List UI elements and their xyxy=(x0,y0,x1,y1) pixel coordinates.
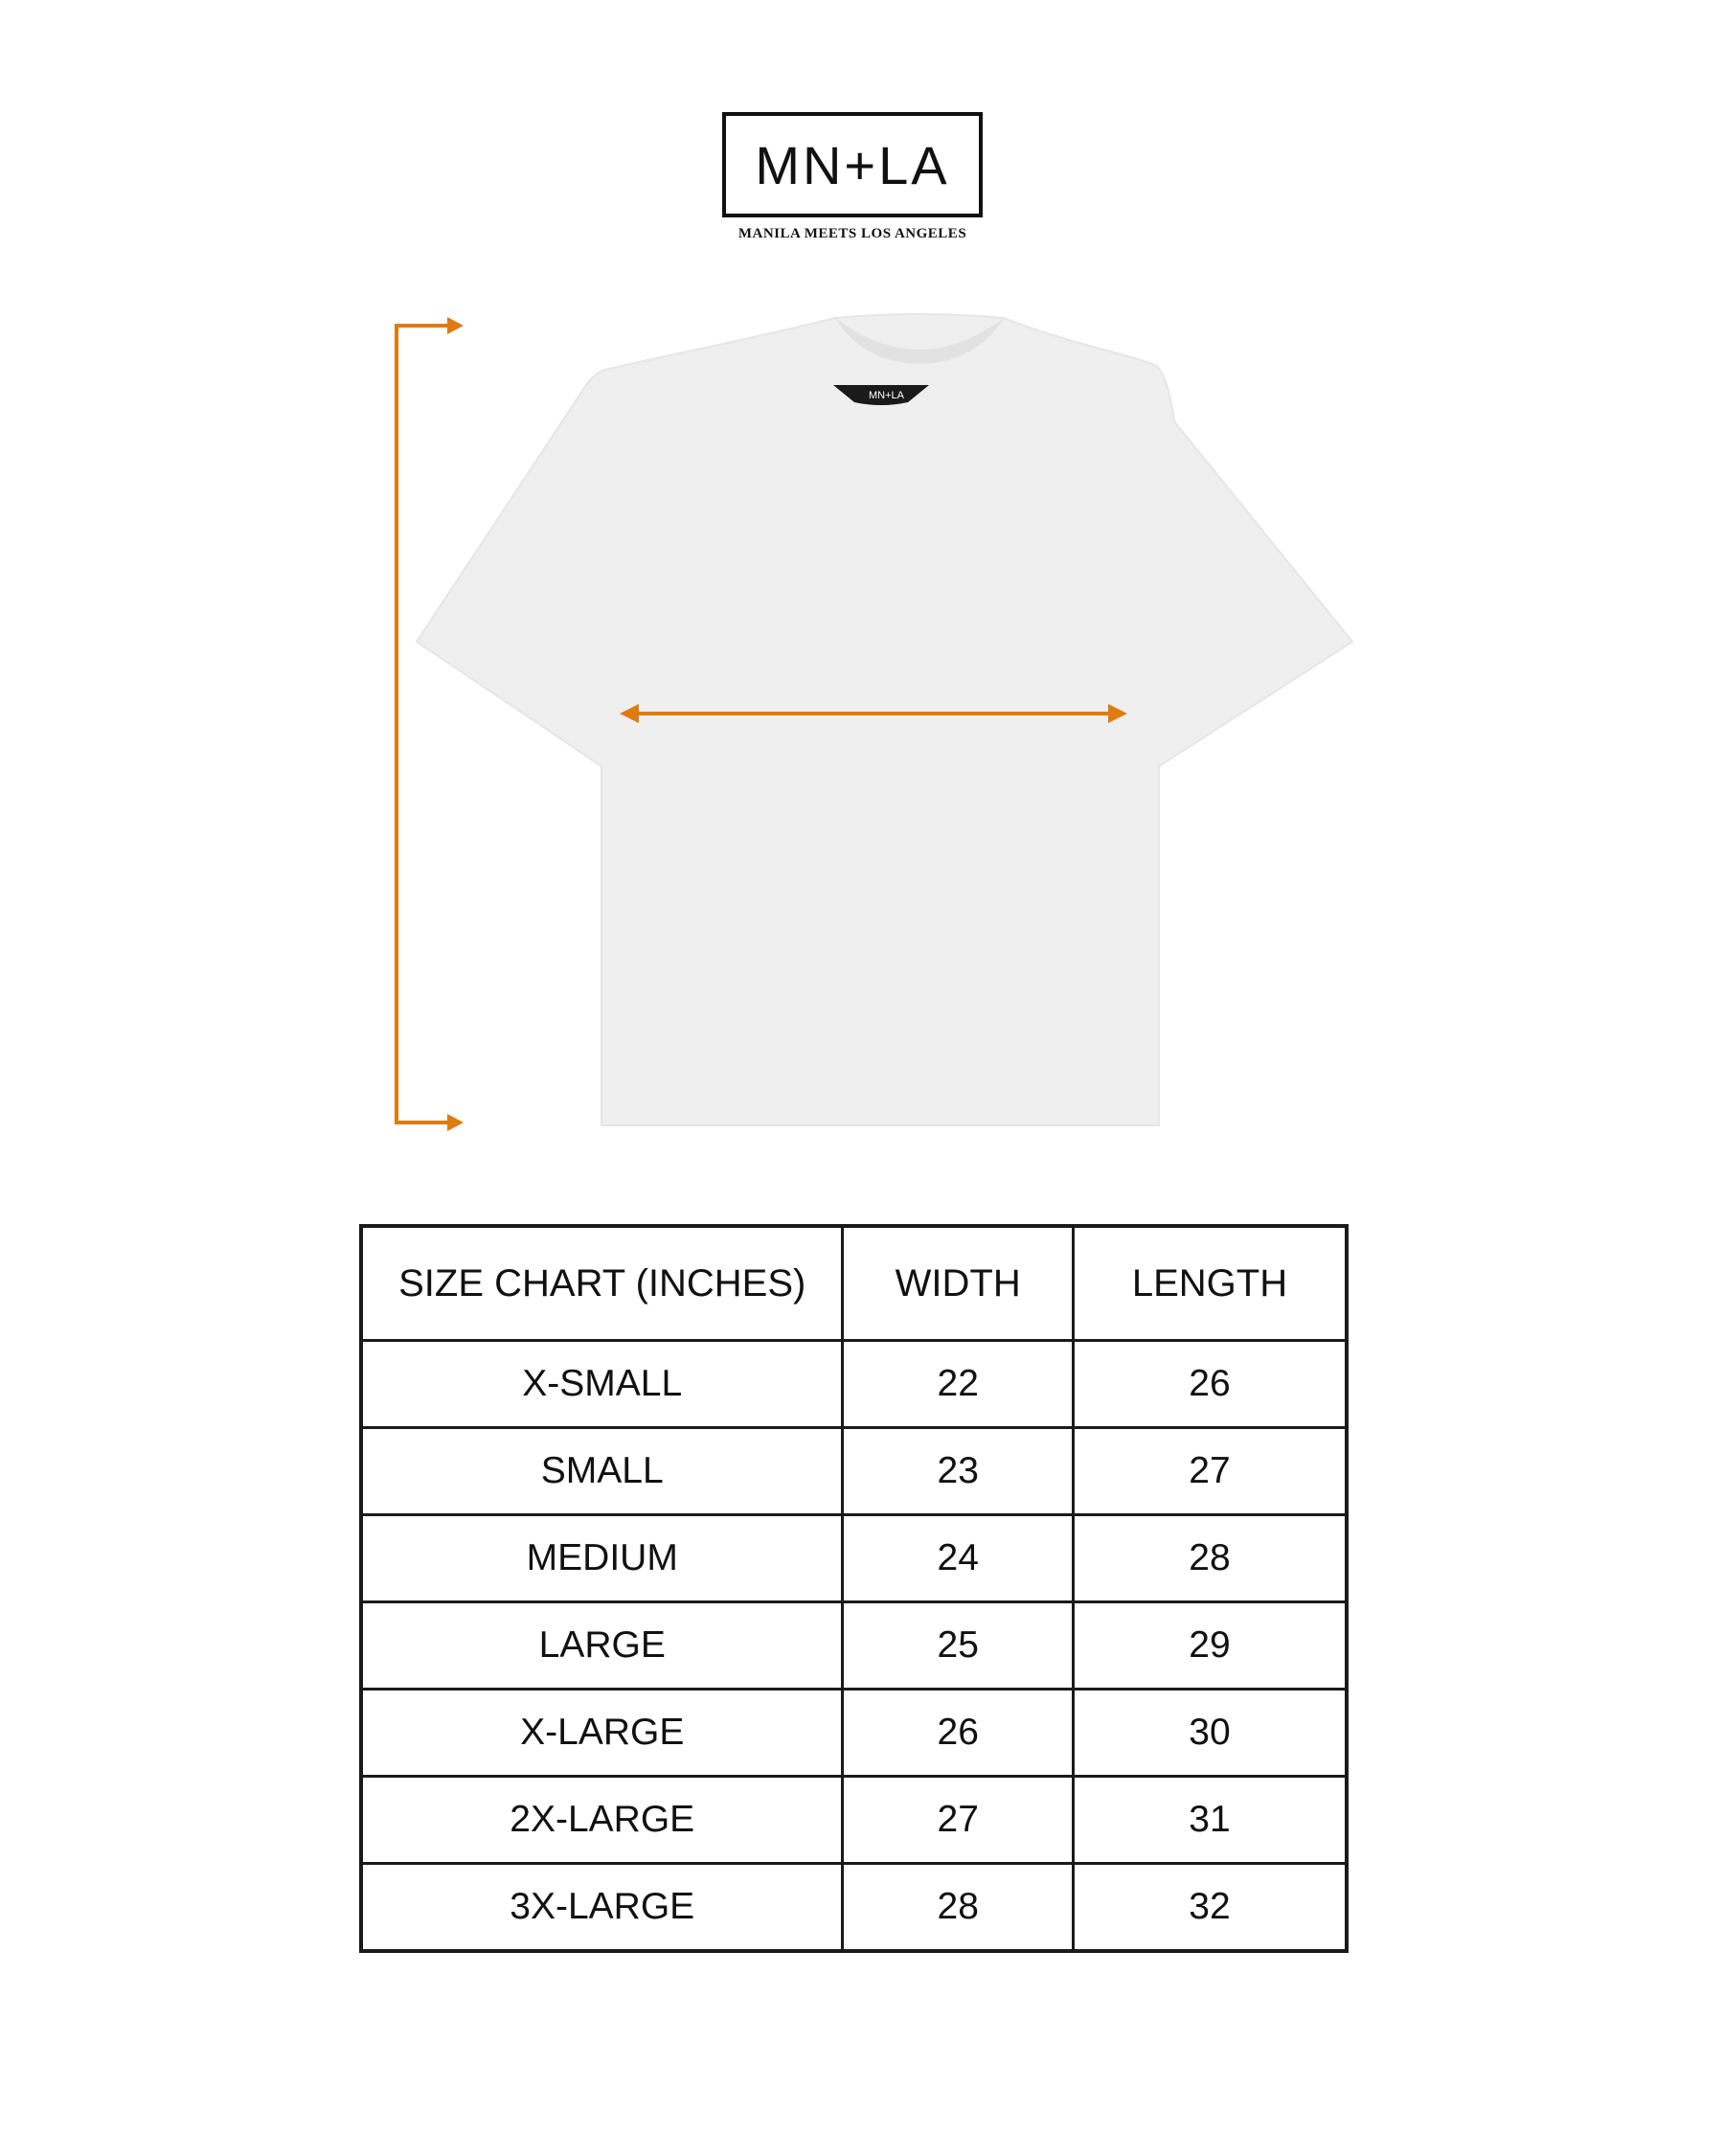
column-header-length: LENGTH xyxy=(1073,1226,1347,1341)
width-cell: 25 xyxy=(843,1602,1073,1690)
brand-tagline: MANILA MEETS LOS ANGELES xyxy=(737,226,967,241)
size-cell: 2X-LARGE xyxy=(361,1777,843,1864)
length-cell: 30 xyxy=(1073,1690,1347,1777)
width-cell: 28 xyxy=(843,1864,1073,1952)
column-header-size: SIZE CHART (INCHES) xyxy=(361,1226,843,1341)
size-cell: SMALL xyxy=(361,1428,843,1515)
vertical-bracket-arrow-icon xyxy=(397,326,447,1123)
length-cell: 29 xyxy=(1073,1602,1347,1690)
column-header-width: WIDTH xyxy=(843,1226,1073,1341)
table-row xyxy=(361,1690,1347,1777)
size-cell: X-SMALL xyxy=(361,1341,843,1428)
brand-logo xyxy=(722,112,983,217)
width-cell: 26 xyxy=(843,1690,1073,1777)
tshirt-icon xyxy=(417,314,1352,1125)
neck-label-text: MN+LA xyxy=(869,390,904,401)
table-row xyxy=(361,1341,1347,1428)
size-cell: MEDIUM xyxy=(361,1515,843,1602)
width-cell: 23 xyxy=(843,1428,1073,1515)
shirt-diagram xyxy=(383,306,1360,1149)
length-cell: 28 xyxy=(1073,1515,1347,1602)
table-row xyxy=(361,1777,1347,1864)
logo-text: MN+LA xyxy=(755,134,950,195)
length-cell: 31 xyxy=(1073,1777,1347,1864)
length-cell: 26 xyxy=(1073,1341,1347,1428)
width-cell: 22 xyxy=(843,1341,1073,1428)
length-cell: 27 xyxy=(1073,1428,1347,1515)
width-cell: 24 xyxy=(843,1515,1073,1602)
size-cell: LARGE xyxy=(361,1602,843,1690)
table-row xyxy=(361,1602,1347,1690)
size-chart-table xyxy=(359,1224,1349,1953)
table-row xyxy=(361,1428,1347,1515)
width-cell: 27 xyxy=(843,1777,1073,1864)
table-header-row xyxy=(361,1226,1347,1341)
size-cell: 3X-LARGE xyxy=(361,1864,843,1952)
length-cell: 32 xyxy=(1073,1864,1347,1952)
size-cell: X-LARGE xyxy=(361,1690,843,1777)
table-row xyxy=(361,1515,1347,1602)
table-row xyxy=(361,1864,1347,1952)
